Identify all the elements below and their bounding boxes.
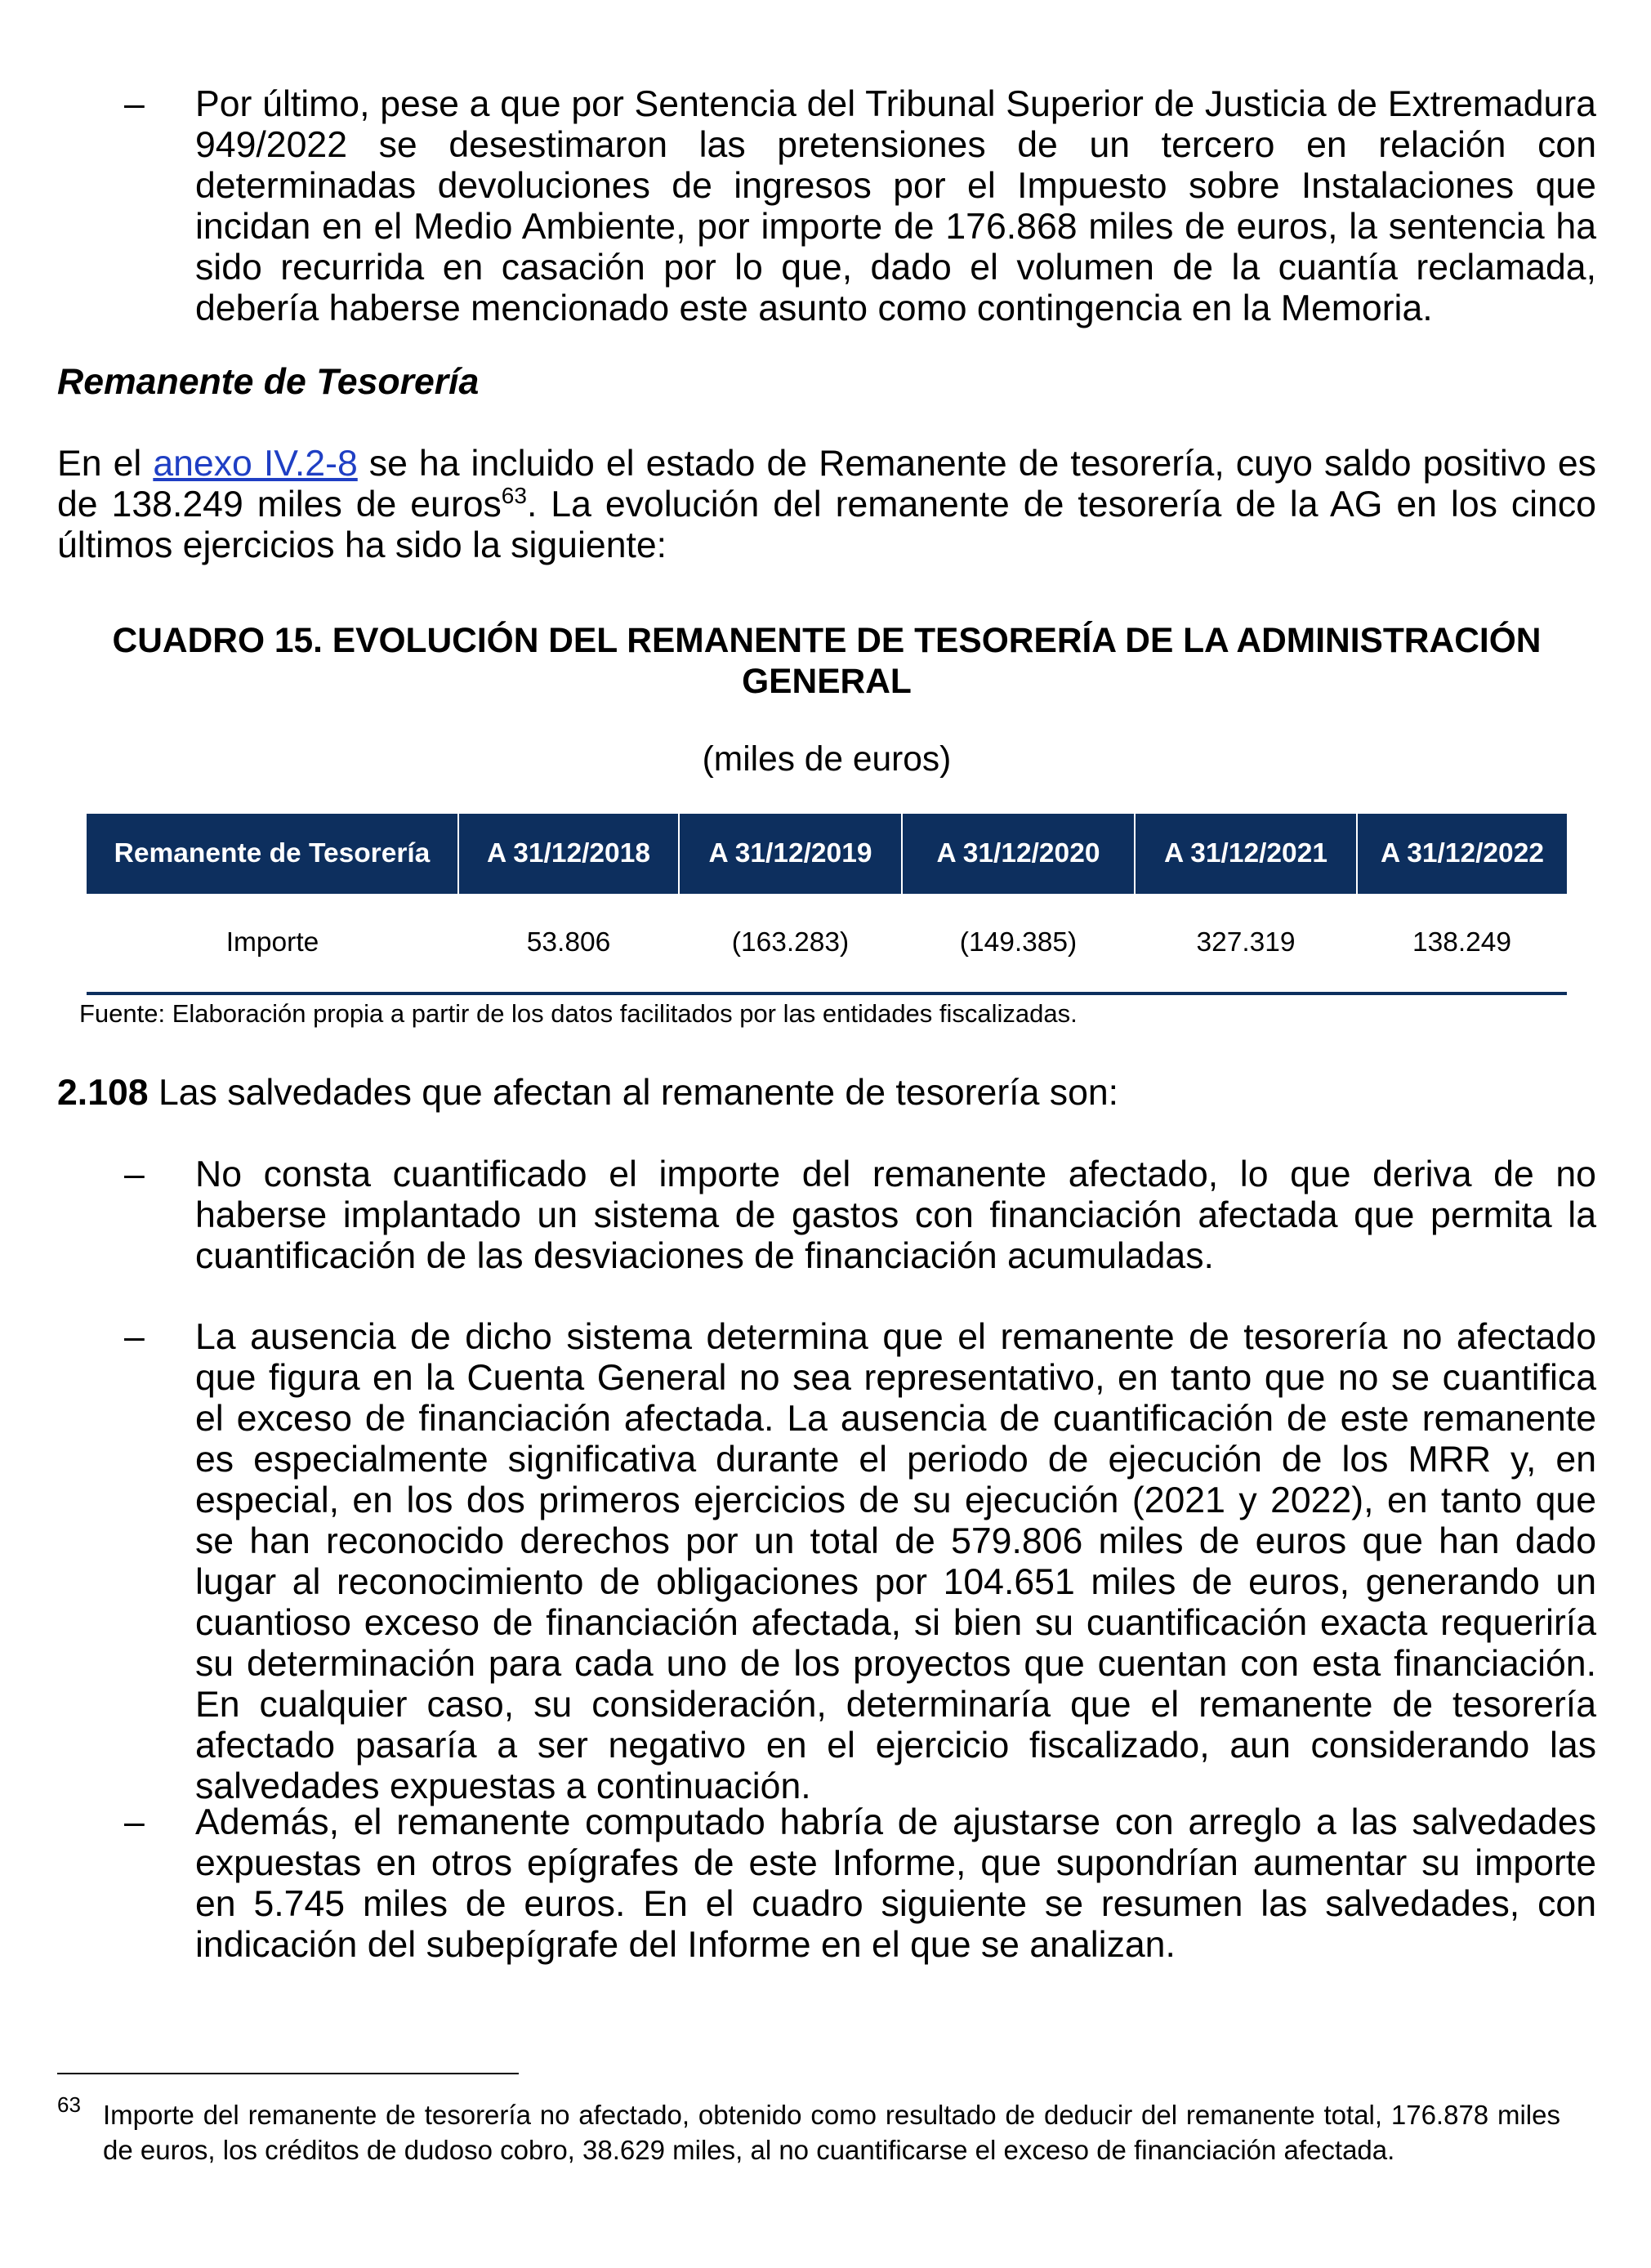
header-2021: A 31/12/2021: [1135, 814, 1357, 894]
cell-2022: 138.249: [1357, 894, 1567, 993]
table-units: (miles de euros): [702, 740, 952, 779]
table-title: [57, 621, 1596, 703]
table-source: Fuente: Elaboración propia a partir de los datos facilitados por las entidades fiscalizadas.: [79, 999, 1078, 1028]
remanente-table: [87, 814, 1567, 995]
cell-2021: 327.319: [1135, 894, 1357, 993]
cell-label: Importe: [87, 894, 458, 993]
bullet-dash: –: [124, 1802, 145, 1842]
header-2022: A 31/12/2022: [1357, 814, 1567, 894]
table-title-line1: CUADRO 15. EVOLUCIÓN DEL REMANENTE DE TESORERÍA DE LA ADMINISTRACIÓN: [112, 622, 1542, 660]
intro-paragraph: [57, 444, 1596, 566]
header-concept: Remanente de Tesorería: [87, 814, 458, 894]
section-heading: Remanente de Tesorería: [57, 362, 480, 402]
annex-link[interactable]: anexo IV.2-8: [153, 444, 358, 484]
header-2018: A 31/12/2018: [458, 814, 679, 894]
intro-text-end: . La evolución del remanente de tesorería de la AG en los cinco últimos ejercicios ha sido la siguiente:: [57, 484, 1596, 565]
footnote-text: Importe del remanente de tesorería no afectado, obtenido como resultado de deducir del remanente total, 176.878 miles de euros, los créditos de dudoso cobro, 38.629 miles, al no cuantificarse el exceso de financiación afectada.: [103, 2100, 1560, 2165]
bullet-dash: –: [124, 1317, 145, 1357]
header-2020: A 31/12/2020: [902, 814, 1135, 894]
intro-text-middle: se ha incluido el estado de Remanente de tesorería, cuyo saldo positivo es de 138.249 miles de euros: [57, 444, 1596, 525]
header-2019: A 31/12/2019: [679, 814, 902, 894]
bullet-text-2: La ausencia de dicho sistema determina que el remanente de tesorería no afectado que figura en la Cuenta General no sea representativo, en tanto que no se cuantifica el exceso de financiación afectada. La ausencia de cuantificación de este remanente es especialmente significativa durante el periodo de ejecución de los MRR y, en especial, en los dos primeros ejercicios de su ejecución (2021 y 2022), en tanto que se han reconocido derechos por un total de 579.806 miles de euros que han dado lugar al reconocimiento de obligaciones por 104.651 miles de euros, generando un cuantioso exceso de financiación afectada, si bien su cuantificación exacta requeriría su determinación para cada uno de los proyectos que cuentan con esta financiación. En cualquier caso, su consideración, determinaría que el remanente de tesorería afectado pasaría a ser negativo en el ejercicio fiscalizado, aun considerando las salvedades expuestas a continuación.: [195, 1317, 1596, 1806]
bullet-dash: –: [124, 84, 145, 124]
bullet-text-1: No consta cuantificado el importe del remanente afectado, lo que deriva de no haberse implantado un sistema de gastos con financiación afectada que permita la cuantificación de las desviaciones de financiación acumuladas.: [195, 1154, 1596, 1276]
paragraph-2108: [57, 1073, 1596, 1114]
footnote-reference[interactable]: 63: [501, 483, 527, 509]
cell-2018: 53.806: [458, 894, 679, 993]
table-row: [87, 894, 1567, 993]
bullet-text-3: Además, el remanente computado habría de ajustarse con arreglo a las salvedades expuestas en otros epígrafes de este Informe, que supondrían aumentar su importe en 5.745 miles de euros. En el cuadro siguiente se resumen las salvedades, con indicación del subepígrafe del Informe en el que se analizan.: [195, 1802, 1596, 1965]
footnote-divider: [57, 2073, 519, 2074]
bullet-text-intro: Por último, pese a que por Sentencia del Tribunal Superior de Justicia de Extremadura 949/2022 se desestimaron las pretensiones de un tercero en relación con determinadas devoluciones de ingresos por el Impuesto sobre Instalaciones que incidan en el Medio Ambiente, por importe de 176.868 miles de euros, la sentencia ha sido recurrida en casación por lo que, dado el volumen de la cuantía reclamada, debería haberse mencionado este asunto como contingencia en la Memoria.: [195, 84, 1596, 328]
bullet-dash: –: [124, 1154, 145, 1194]
cell-2019: (163.283): [679, 894, 902, 993]
table-title-line2: GENERAL: [742, 663, 912, 701]
cell-2020: (149.385): [902, 894, 1135, 993]
table-header-row: [87, 814, 1567, 894]
intro-text-start: En el: [57, 444, 154, 484]
footnote-number: 63: [57, 2092, 81, 2117]
paragraph-number: 2.108: [57, 1073, 149, 1113]
paragraph-2108-text: Las salvedades que afectan al remanente de tesorería son:: [148, 1073, 1119, 1113]
